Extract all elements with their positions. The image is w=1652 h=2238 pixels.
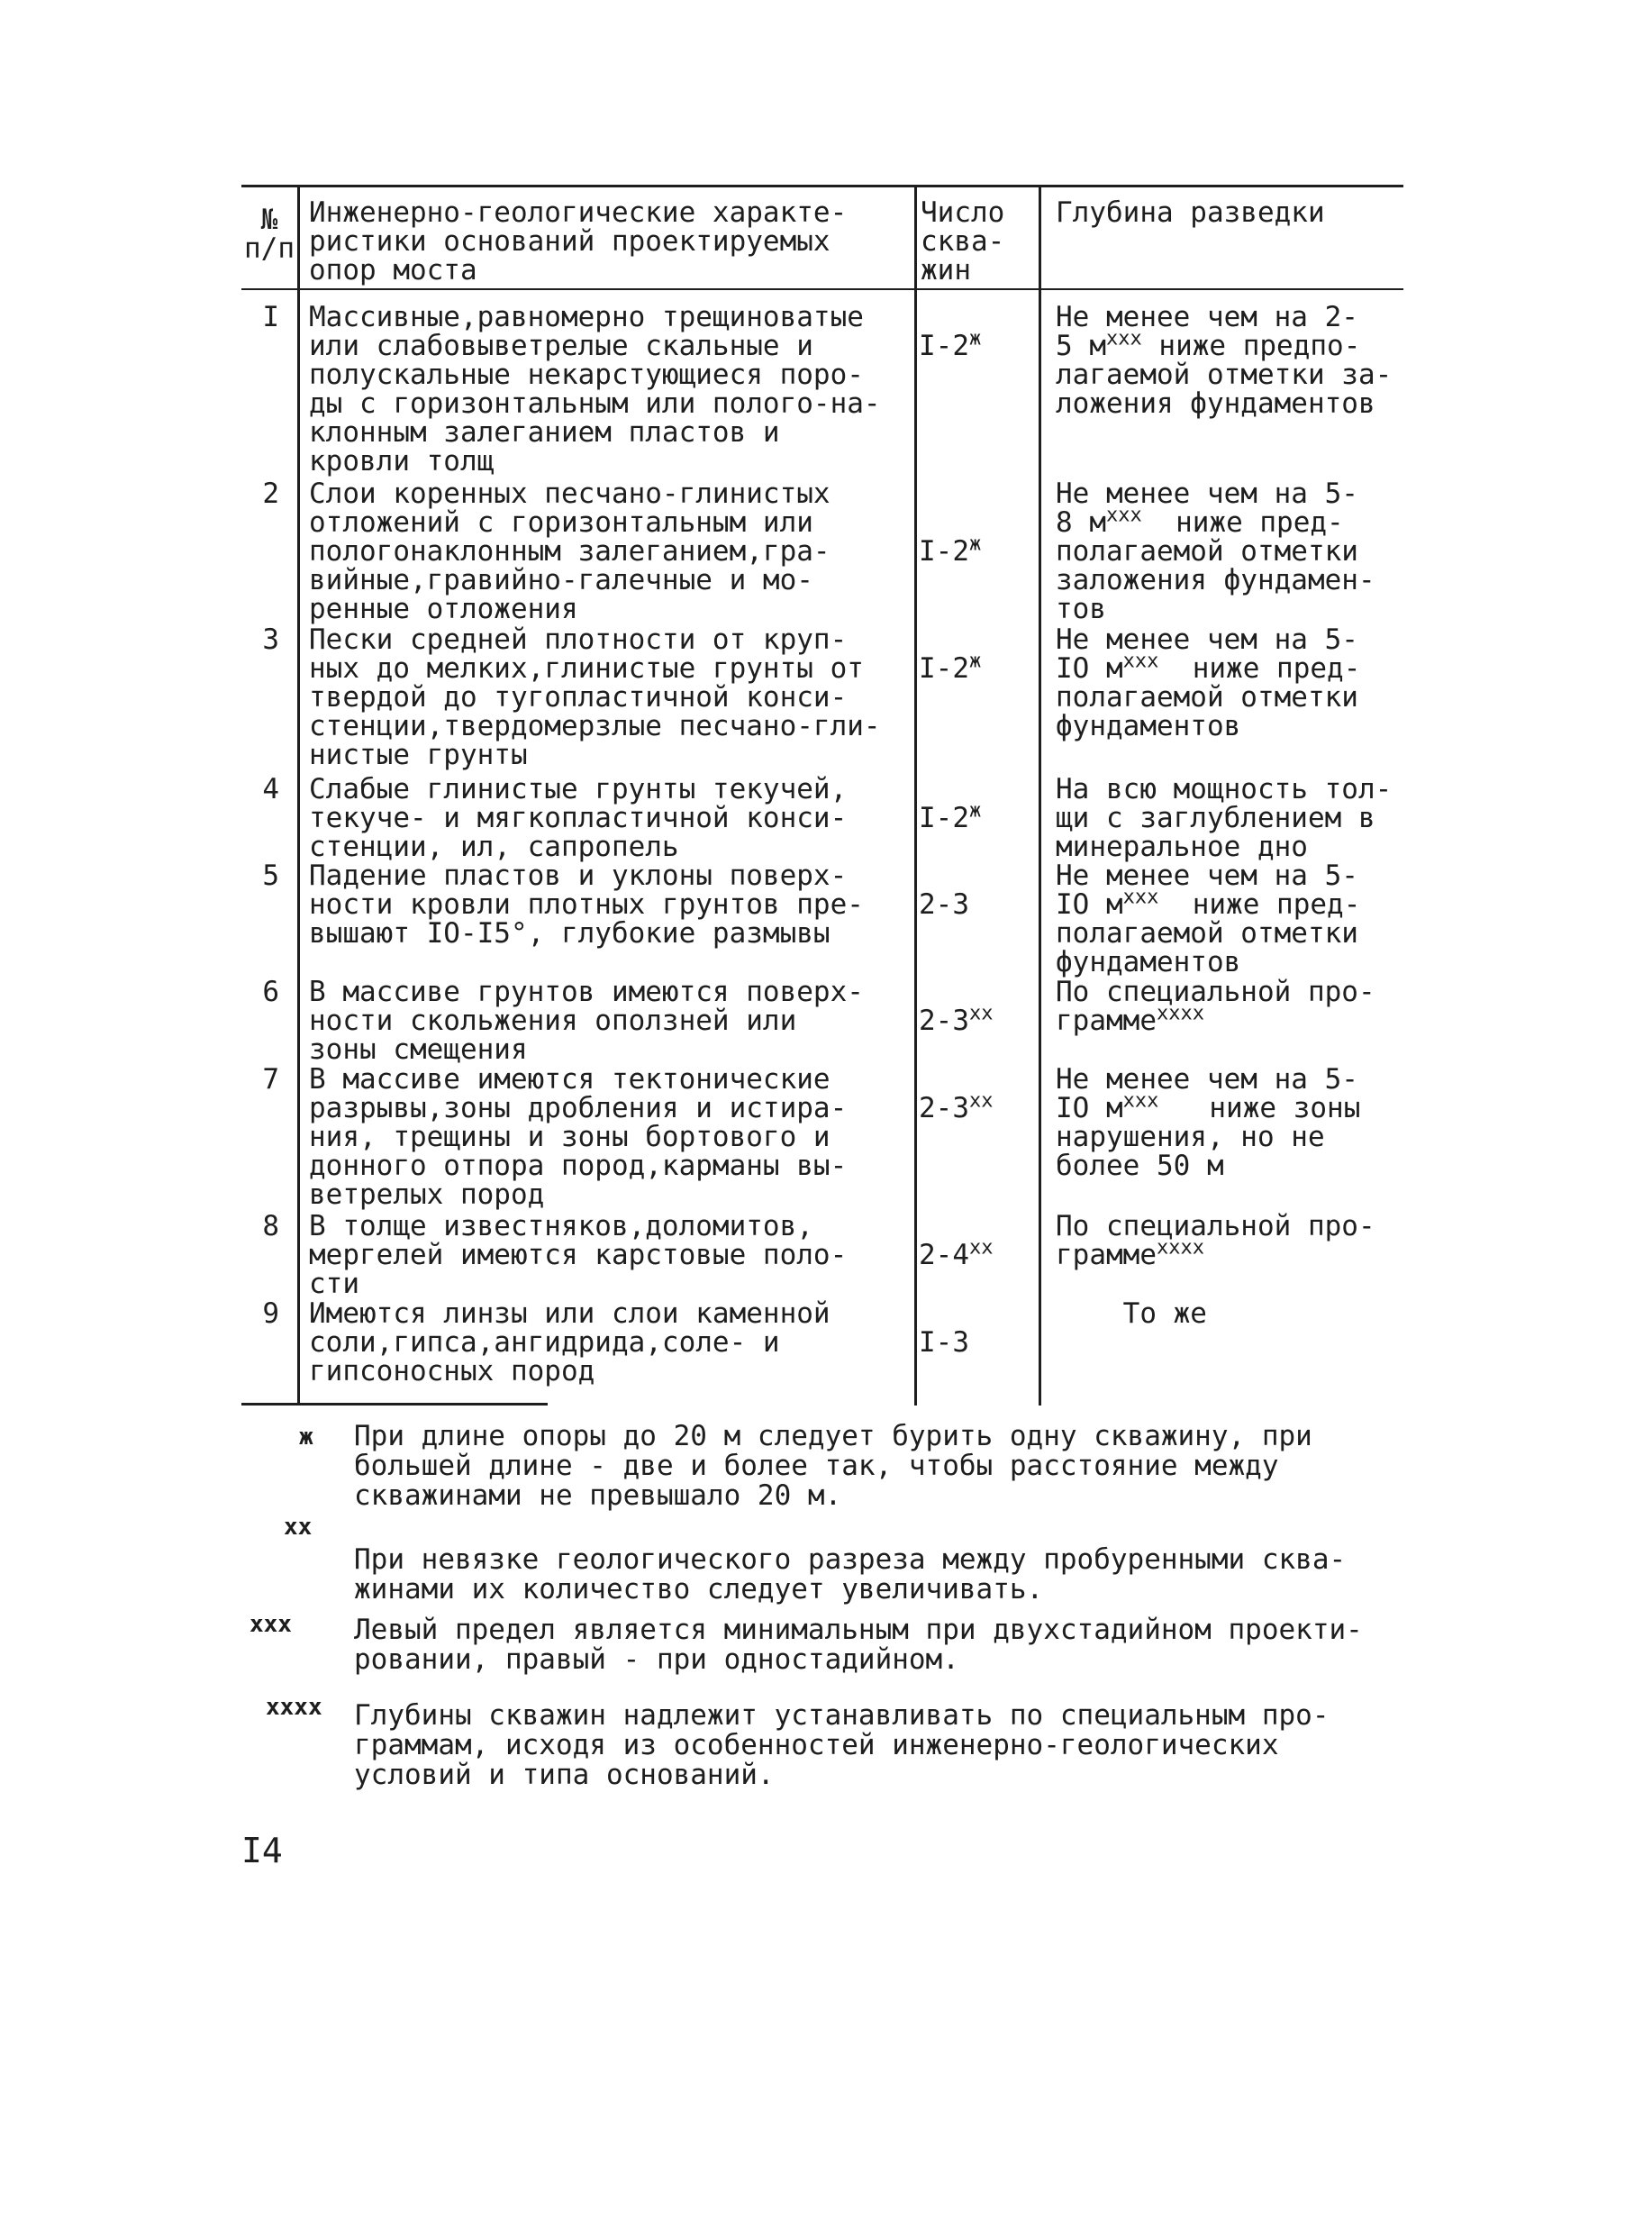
page-number: I4 (241, 1831, 283, 1870)
header-no: № п/п (244, 204, 295, 265)
footnote-ref: xxx (1122, 650, 1159, 673)
header-characteristics: Инженерно-геологические характе- ристики оснований проектируемых опор моста (309, 196, 848, 287)
row-depth: По специальной про- грамме$^{xxxx}$ (1056, 976, 1375, 1037)
row-characteristics: Слои коренных песчано-глинистых отложений с горизонтальным или пологонаклонным залеганием,гра- вийные,гравийно-галечные и мо- ренные отложения (309, 478, 831, 625)
footnote-ref: xxxx (1156, 1236, 1204, 1260)
footnote-text: Левый предел является минимальным при двухстадийном проекти- ровании, правый - при одностадийном. (354, 1614, 1363, 1676)
footnote-mark: xxxx (266, 1694, 322, 1721)
footnote-ref: xxx (1106, 327, 1142, 350)
row-number: 5 (262, 860, 279, 892)
row-depth: По специальной про- грамме$^{xxxx}$ (1056, 1210, 1375, 1271)
row-number: 2 (262, 478, 279, 510)
footnote-ref: xxx (1122, 1089, 1159, 1113)
footnote-text: Глубины скважин надлежит устанавливать по специальным про- граммам, исходя из особенностей инженерно-геологических условий и типа оснований. (354, 1699, 1330, 1791)
footnote-mark: xx (284, 1514, 313, 1541)
column-divider-2 (914, 185, 917, 1406)
row-characteristics: Пески средней плотности от круп- ных до мелких,глинистые грунты от твердой до тугопластичной конси- стенции,твердомерзлые песчано-гли- нистые грунты (309, 623, 881, 771)
row-characteristics: Имеются линзы или слои каменной соли,гипса,ангидрида,соле- и гипсоносных пород (309, 1297, 831, 1387)
row-characteristics: Массивные,равномерно трещиноватые или слабовыветрелые скальные и полускальные некарстующиеся поро- ды с горизонтальным или полого-на- клонным залеганием пластов и кровли толщ (309, 301, 881, 478)
row-boreholes: 2-3$^{xx}$ (919, 1002, 994, 1037)
row-depth: Не менее чем на 5- IO $м^{xxx}$ ниже пред- полагаемой отметки фундаментов (1056, 860, 1361, 978)
footnote-ref: ж (969, 532, 982, 556)
row-characteristics: В массиве имеются тектонические разрывы,зоны дробления и истира- ния, трещины и зоны бортового и донного отпора пород,карманы вы- ветрелых пород (309, 1063, 848, 1211)
row-number: 9 (262, 1297, 279, 1330)
row-boreholes: $I-2^ж$ (919, 532, 982, 568)
row-number: 6 (262, 976, 279, 1008)
footnote-ref: ж (969, 799, 982, 823)
column-divider-1 (297, 185, 300, 1406)
row-number: I (262, 301, 279, 333)
row-number: 4 (262, 773, 279, 805)
column-divider-3 (1039, 185, 1041, 1406)
row-characteristics: В толще известняков,доломитов, мергелей имеются карстовые поло- сти (309, 1210, 848, 1300)
row-depth: Не менее чем на 2- 5 $м^{xxx}$ ниже предпо- лагаемой отметки за- ложения фундаментов (1056, 301, 1393, 420)
header-depth: Глубина разведки (1056, 196, 1325, 229)
footnote-ref: xx (969, 1236, 994, 1260)
row-boreholes: 2-3 (919, 888, 969, 921)
footnote-ref: ж (969, 327, 982, 350)
footnote-ref: xxx (1122, 886, 1159, 909)
footnote-text: При невязке геологического разреза между пробуренными сква- жинами их количество следует увеличивать. (354, 1543, 1347, 1606)
row-boreholes: $I-2^ж$ (919, 650, 982, 685)
row-depth: Не менее чем на 5- IO $м^{xxx}$ ниже пред- полагаемой отметки фундаментов (1056, 623, 1361, 742)
row-number: 7 (262, 1063, 279, 1096)
row-depth: На всю мощность тол- щи с заглублением в минеральное дно (1056, 773, 1393, 863)
row-characteristics: Слабые глинистые грунты текучей, текуче- и мягкопластичной конси- стенции, ил, сапропель (309, 773, 848, 863)
row-characteristics: Падение пластов и уклоны поверх- ности кровли плотных грунтов пре- вышают IO-I5°, глубокие размывы (309, 860, 864, 950)
header-boreholes: Число сква- жин (921, 196, 1005, 287)
row-number: 8 (262, 1210, 279, 1242)
header-bottom-rule (241, 288, 1403, 290)
table-top-rule (241, 185, 1403, 187)
footnote-ref: xxx (1106, 504, 1142, 527)
row-boreholes: $I-2^ж$ (919, 327, 982, 362)
footnote-ref: xxxx (1156, 1002, 1204, 1025)
footnote-mark: ж (299, 1424, 313, 1451)
row-number: 3 (262, 623, 279, 656)
row-boreholes: $I-2^ж$ (919, 799, 982, 834)
footnote-text: При длине опоры до 20 м следует бурить одну скважину, при большей длине - две и более так, чтобы расстояние между скважинами не превышало 20 м. (354, 1420, 1312, 1512)
footnote-ref: xx (969, 1002, 994, 1025)
row-depth: Не менее чем на 5- 8 $м^{xxx}$ ниже пред- полагаемой отметки заложения фундамен- тов (1056, 478, 1375, 625)
table-bottom-rule (241, 1403, 548, 1406)
footnote-mark: xxx (250, 1611, 292, 1638)
row-boreholes: I-3 (919, 1326, 969, 1359)
footnote-ref: xx (969, 1089, 994, 1113)
row-boreholes: 2-4$^{xx}$ (919, 1236, 994, 1271)
footnote-ref: ж (969, 650, 982, 673)
row-boreholes: 2-3$^{xx}$ (919, 1089, 994, 1124)
row-characteristics: В массиве грунтов имеются поверх- ности скольжения оползней или зоны смещения (309, 976, 864, 1066)
row-depth: То же (1056, 1297, 1207, 1330)
row-depth: Не менее чем на 5- IO $м^{xxx}$ ниже зоны нарушения, но не более 50 м (1056, 1063, 1361, 1182)
